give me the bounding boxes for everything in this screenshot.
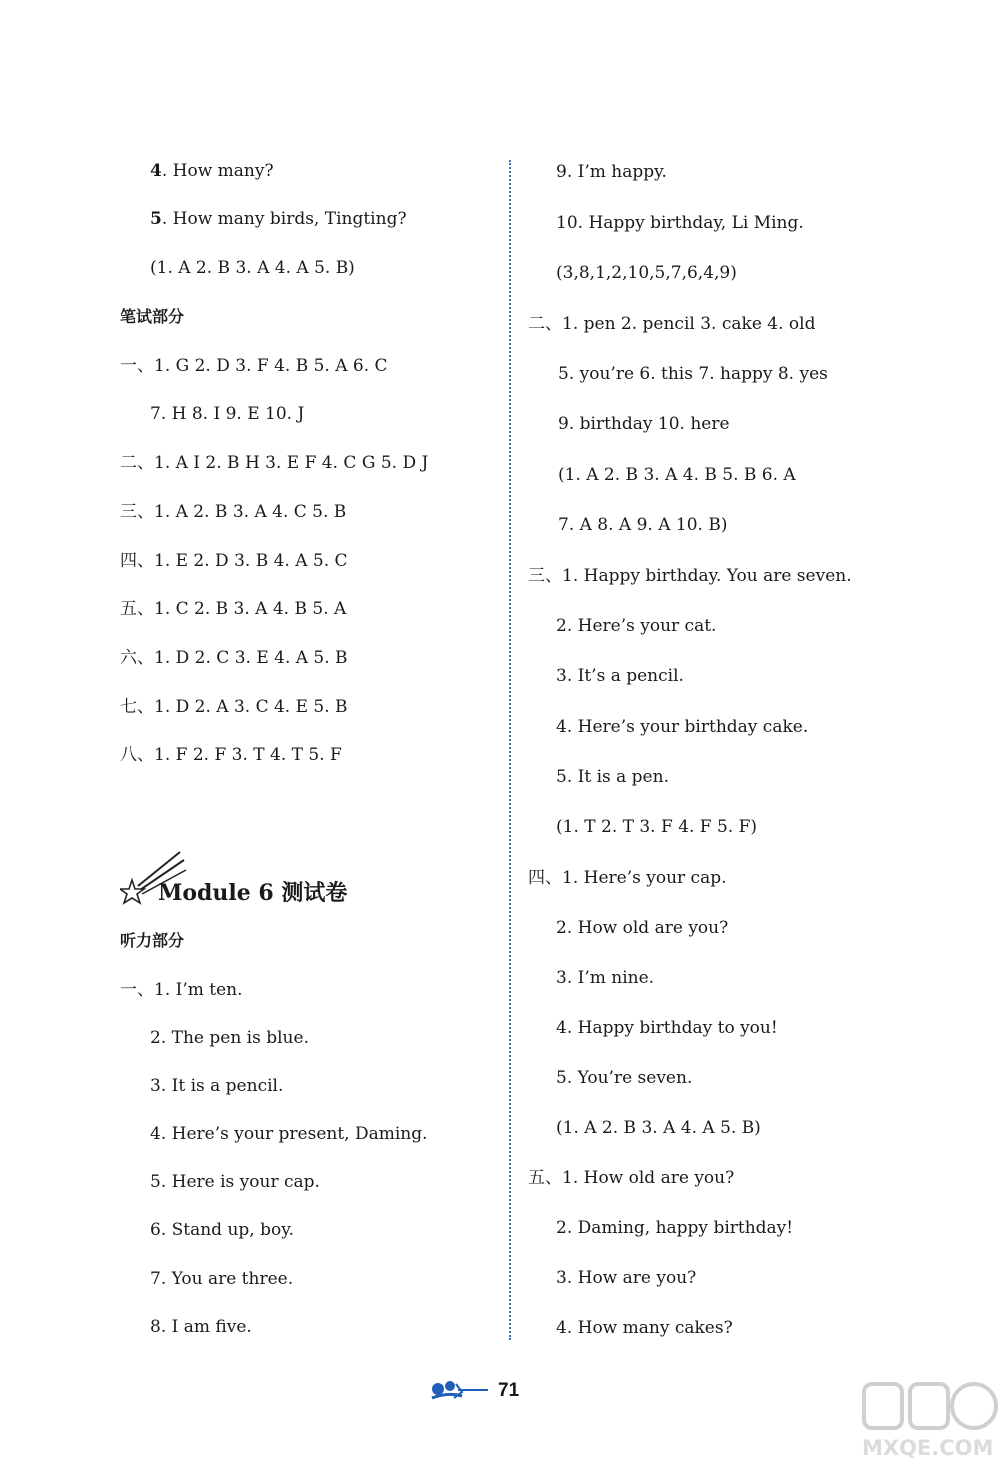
answer-line: 10. Happy birthday, Li Ming. bbox=[556, 213, 804, 233]
answer-line: 二、1. pen 2. pencil 3. cake 4. old bbox=[528, 314, 816, 334]
answer-line: 一、1. G 2. D 3. F 4. B 5. A 6. C bbox=[120, 356, 388, 376]
watermark-text: MXQE.COM bbox=[862, 1436, 994, 1460]
answer-text: . How many? bbox=[161, 161, 274, 181]
answer-line: 3. I’m nine. bbox=[556, 968, 655, 988]
answer-line: (1. A 2. B 3. A 4. A 5. B) bbox=[556, 1118, 761, 1138]
answer-line: 3. How are you? bbox=[556, 1268, 697, 1288]
answer-line: 四、1. Here’s your cap. bbox=[528, 868, 727, 888]
answer-line: (1. A 2. B 3. A 4. B 5. B 6. A bbox=[558, 465, 796, 485]
answer-line: 七、1. D 2. A 3. C 4. E 5. B bbox=[120, 697, 348, 717]
answer-line: 三、1. A 2. B 3. A 4. C 5. B bbox=[120, 502, 347, 522]
answer-line: (1. A 2. B 3. A 4. A 5. B) bbox=[150, 258, 355, 278]
answer-line: 5. Here is your cap. bbox=[150, 1172, 320, 1192]
watermark bbox=[858, 1378, 1000, 1472]
answer-text: . How many birds, Tingting? bbox=[161, 209, 407, 229]
page-number: 71 bbox=[498, 1380, 520, 1401]
answer-line: 5. It is a pen. bbox=[556, 767, 669, 787]
answer-line: 2. How old are you? bbox=[556, 918, 729, 938]
answer-line: 四、1. E 2. D 3. B 4. A 5. C bbox=[120, 551, 348, 571]
answer-line: 5. you’re 6. this 7. happy 8. yes bbox=[558, 364, 828, 384]
answer-line: 八、1. F 2. F 3. T 4. T 5. F bbox=[120, 745, 342, 765]
answer-line: 4. Happy birthday to you! bbox=[556, 1018, 778, 1038]
answer-line: 7. H 8. I 9. E 10. J bbox=[150, 404, 305, 424]
section-heading: 听力部分 bbox=[120, 931, 185, 950]
answer-line bbox=[150, 208, 407, 230]
column-divider bbox=[509, 160, 511, 1340]
answer-line: 三、1. Happy birthday. You are seven. bbox=[528, 566, 852, 586]
answer-line: 二、1. A I 2. B H 3. E F 4. C G 5. D J bbox=[120, 453, 429, 473]
section-heading: 笔试部分 bbox=[120, 307, 185, 326]
answer-line: 六、1. D 2. C 3. E 4. A 5. B bbox=[120, 648, 348, 668]
answer-line: 2. Daming, happy birthday! bbox=[556, 1218, 794, 1238]
answer-line: 9. I’m happy. bbox=[556, 162, 667, 182]
answer-line: 4. Here’s your birthday cake. bbox=[556, 717, 809, 737]
answer-line: (3,8,1,2,10,5,7,6,4,9) bbox=[556, 263, 737, 283]
module-title bbox=[120, 840, 380, 906]
answer-line: 2. Here’s your cat. bbox=[556, 616, 717, 636]
answer-line: 五、1. C 2. B 3. A 4. B 5. A bbox=[120, 599, 347, 619]
answer-line: 3. It’s a pencil. bbox=[556, 666, 684, 686]
module-title-text: Module 6 测试卷 bbox=[158, 880, 348, 906]
answer-line: 一、1. I’m ten. bbox=[120, 980, 243, 1000]
answer-line: 3. It is a pencil. bbox=[150, 1076, 284, 1096]
page-ornament-icon bbox=[428, 1376, 490, 1404]
item-number: 5 bbox=[150, 209, 162, 229]
item-number: 4 bbox=[150, 161, 162, 181]
answer-line: 5. You’re seven. bbox=[556, 1068, 693, 1088]
answer-line: 五、1. How old are you? bbox=[528, 1168, 735, 1188]
answer-line: 2. The pen is blue. bbox=[150, 1028, 309, 1048]
answer-line: 6. Stand up, boy. bbox=[150, 1220, 294, 1240]
answer-line: 4. How many cakes? bbox=[556, 1318, 733, 1338]
answer-line: 4. Here’s your present, Daming. bbox=[150, 1124, 428, 1144]
answer-line: (1. T 2. T 3. F 4. F 5. F) bbox=[556, 817, 758, 837]
answer-line: 8. I am five. bbox=[150, 1317, 252, 1337]
answer-line: 7. A 8. A 9. A 10. B) bbox=[558, 515, 728, 535]
answer-line: 9. birthday 10. here bbox=[558, 414, 730, 434]
answer-line: 7. You are three. bbox=[150, 1269, 294, 1289]
answer-line bbox=[150, 160, 274, 182]
watermark-logo-icon bbox=[858, 1378, 1000, 1438]
